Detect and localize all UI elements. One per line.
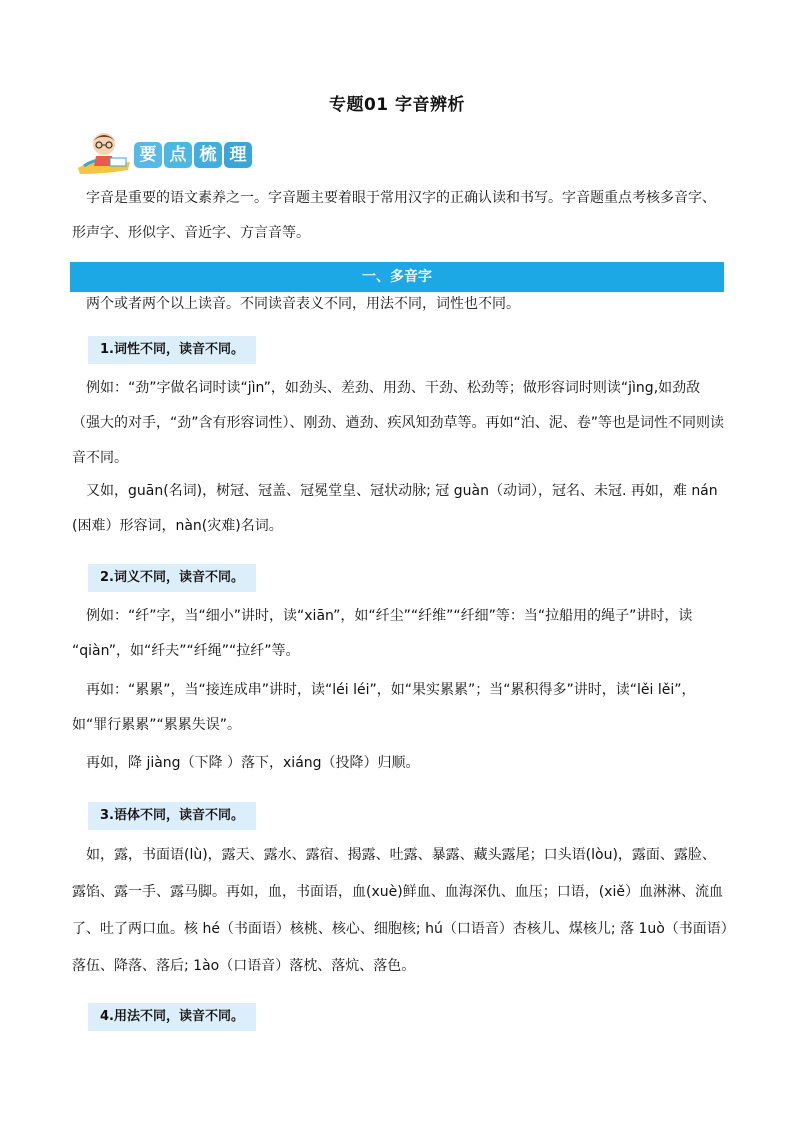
badge-char: 梳 [194,142,222,168]
key-points-badge [74,128,259,176]
paragraph-line: 又如，guān(名词)，树冠、冠盖、冠冕堂皇、冠状动脉; 冠 guàn（动词），冠名、未冠. 再如，难 nán [86,483,718,499]
paragraph-line: 如“罪行累累”“累累失误”。 [72,717,242,733]
subheading: 1.词性不同，读音不同。 [88,336,256,364]
paragraph-line: 例如：“纤”字，当“细小”讲时，读“xiān”，如“纤尘”“纤维”“纤细”等：当“拉船用的绳子”讲时，读 [86,608,693,624]
paragraph-line: 如，露，书面语(lù)，露天、露水、露宿、揭露、吐露、暴露、藏头露尾；口头语(lòu)，露面、露脸、 [86,847,716,863]
badge-tiles [134,142,252,168]
paragraph-line: (困难）形容词，nàn(灾难)名词。 [72,518,283,534]
badge-char: 要 [134,142,162,168]
intro-line: 形声字、形似字、音近字、方言音等。 [72,225,310,241]
section-lead: 两个或者两个以上读音。不同读音表义不同，用法不同，词性也不同。 [86,296,520,312]
paragraph-line: “qiàn”，如“纤夫”“纤绳”“拉纤”等。 [72,643,300,659]
paragraph-line: 露馅、露一手、露马脚。再如，血，书面语，血(xuè)鲜血、血海深仇、血压；口语，(xiě）血淋淋、流血 [72,884,723,900]
intro-line: 字音是重要的语文素养之一。字音题主要着眼于常用汉字的正确认读和书写。字音题重点考核多音字、 [86,190,716,206]
subheading: 3.语体不同，读音不同。 [88,802,256,830]
paragraph-line: 落伍、降落、落后; 1ào（口语音）落枕、落炕、落色。 [72,958,416,974]
subheading: 2.词义不同，读音不同。 [88,564,256,592]
page-title: 专题01 字音辨析 [328,95,466,115]
paragraph-line: 了、吐了两口血。核 hé（书面语）核桃、核心、细胞核; hú（口语音）杏核儿、煤核儿; 落 1uò（书面语） [72,921,735,937]
paragraph-line: 再如，降 jiàng（下降 ）落下，xiáng（投降）归顺。 [86,755,420,771]
paragraph-line: 例如：“劲”字做名词时读“jìn”，如劲头、差劲、用劲、干劲、松劲等；做形容词时则读“jìng,如劲敌 [86,380,701,396]
paragraph-line: 音不同。 [72,450,128,466]
badge-char: 理 [224,142,252,168]
student-reading-icon [74,128,134,176]
paragraph-line: （强大的对手，“劲”含有形容词性）、刚劲、遒劲、疾风知劲草等。再如“泊、泥、卷”等也是词性不同则读 [72,415,725,431]
paragraph-line: 再如：“累累”，当“接连成串”讲时，读“léi léi”，如“果实累累”；当“累积得多”讲时，读“lěi lěi”， [86,682,696,698]
subheading: 4.用法不同，读音不同。 [88,1003,256,1031]
section-heading: 一、多音字 [70,262,724,292]
badge-char: 点 [164,142,192,168]
